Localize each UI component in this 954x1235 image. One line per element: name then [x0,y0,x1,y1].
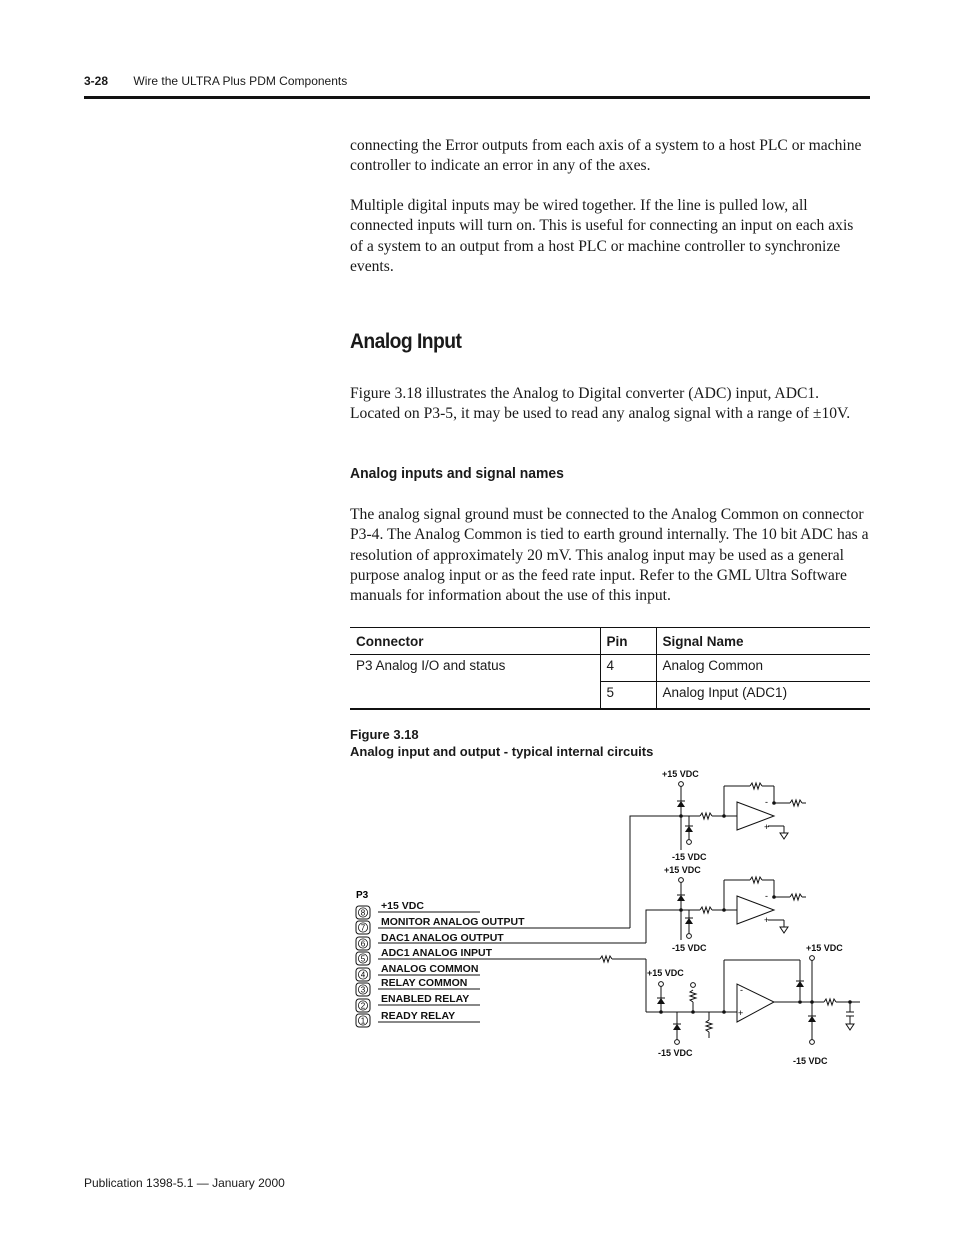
supply-label-plus15-top: +15 VDC [662,769,699,779]
opamp-minus-in: - [740,985,743,995]
heading-analog-input: Analog Input [350,330,462,353]
figure-caption: Analog input and output - typical internal circuits [350,744,654,759]
figure-number: Figure 3.18 [350,727,419,742]
svg-text:5: 5 [360,954,366,964]
section-title: Wire the ULTRA Plus PDM Components [133,74,348,88]
col-header-connector: Connector [350,628,600,655]
pin-label-5: ADC1 ANALOG INPUT [381,947,493,959]
supply-label-minus15-top: -15 VDC [672,852,707,862]
paragraph-error-outputs: connecting the Error outputs from each axis of a system to a host PLC or machine controller to indicate an error in any of the axes. [350,137,862,175]
connector-pin [356,983,370,996]
svg-text:4: 4 [360,970,366,980]
pin-label-7: MONITOR ANALOG OUTPUT [381,916,525,928]
svg-text:3: 3 [360,985,366,995]
paragraph-adc-intro: Figure 3.18 illustrates the Analog to Digital converter (ADC) input, ADC1. Located on P3-5, it may be used to read any analog signal with a range of ±10V. [350,385,851,423]
footer-publication: Publication 1398-5.1 — January 2000 [84,1176,285,1190]
supply-label-plus15-in: +15 VDC [647,968,684,978]
svg-text:1: 1 [360,1016,366,1026]
supply-label-plus15-mid: +15 VDC [664,865,701,875]
opamp-minus-mid: - [765,891,768,901]
page-number: 3-28 [84,74,109,88]
signal-cell: Analog Common [656,655,870,682]
pin-label-4: ANALOG COMMON [381,963,479,975]
connector-pin [356,968,370,981]
col-header-signal: Signal Name [656,628,870,655]
connector-pin [356,999,370,1012]
pin-label-2: ENABLED RELAY [381,993,470,1005]
col-header-pin: Pin [600,628,656,655]
supply-label-minus15-in: -15 VDC [658,1048,693,1058]
opamp-plus-mid: + [764,915,770,925]
connector-pin [356,937,370,950]
pin-label-6: DAC1 ANALOG OUTPUT [381,932,504,944]
pin-label-8: +15 VDC [381,900,424,912]
svg-text:2: 2 [360,1001,366,1011]
svg-text:6: 6 [360,939,366,949]
supply-label-minus15-mid: -15 VDC [672,943,707,953]
connector-p3 [356,906,370,1027]
pin-label-3: RELAY COMMON [381,977,468,989]
connector-pin [356,906,370,919]
pin-cell: 4 [600,655,656,682]
opamp-plus-in: + [738,1008,744,1018]
opamp-minus-top: - [765,797,768,807]
pin-cell: 5 [600,682,656,710]
heading-signal-names: Analog inputs and signal names [350,465,564,482]
connector-pin [356,1014,370,1027]
svg-text:7: 7 [360,923,366,933]
connector-label: P3 [356,890,369,901]
connector-pin [356,952,370,965]
svg-text:8: 8 [360,908,366,918]
signal-cell: Analog Input (ADC1) [656,682,870,710]
pin-label-1: READY RELAY [381,1010,456,1022]
supply-label-plus15-right: +15 VDC [806,943,843,953]
connector-pin [356,921,370,934]
paragraph-digital-inputs: Multiple digital inputs may be wired together. If the line is pulled low, all connected inputs will turn on. This is useful for connecting an input on each axis of a system to an output from a host PLC or machine controller to synchronize events. [350,197,854,275]
opamp-plus-top: + [764,822,770,832]
connector-cell: P3 Analog I/O and status [350,655,600,710]
supply-label-minus15-right: -15 VDC [793,1056,828,1066]
paragraph-analog-ground: The analog signal ground must be connected to the Analog Common on connector P3-4. The Analog Common is tied to earth ground internally. The 10 bit ADC has a resolution of approximately 20 mV. This analog input may be used as a general purpose analog input or as the feed rate input. Refer to the GML Ultra Software manuals for information about the use of this input. [350,506,869,605]
